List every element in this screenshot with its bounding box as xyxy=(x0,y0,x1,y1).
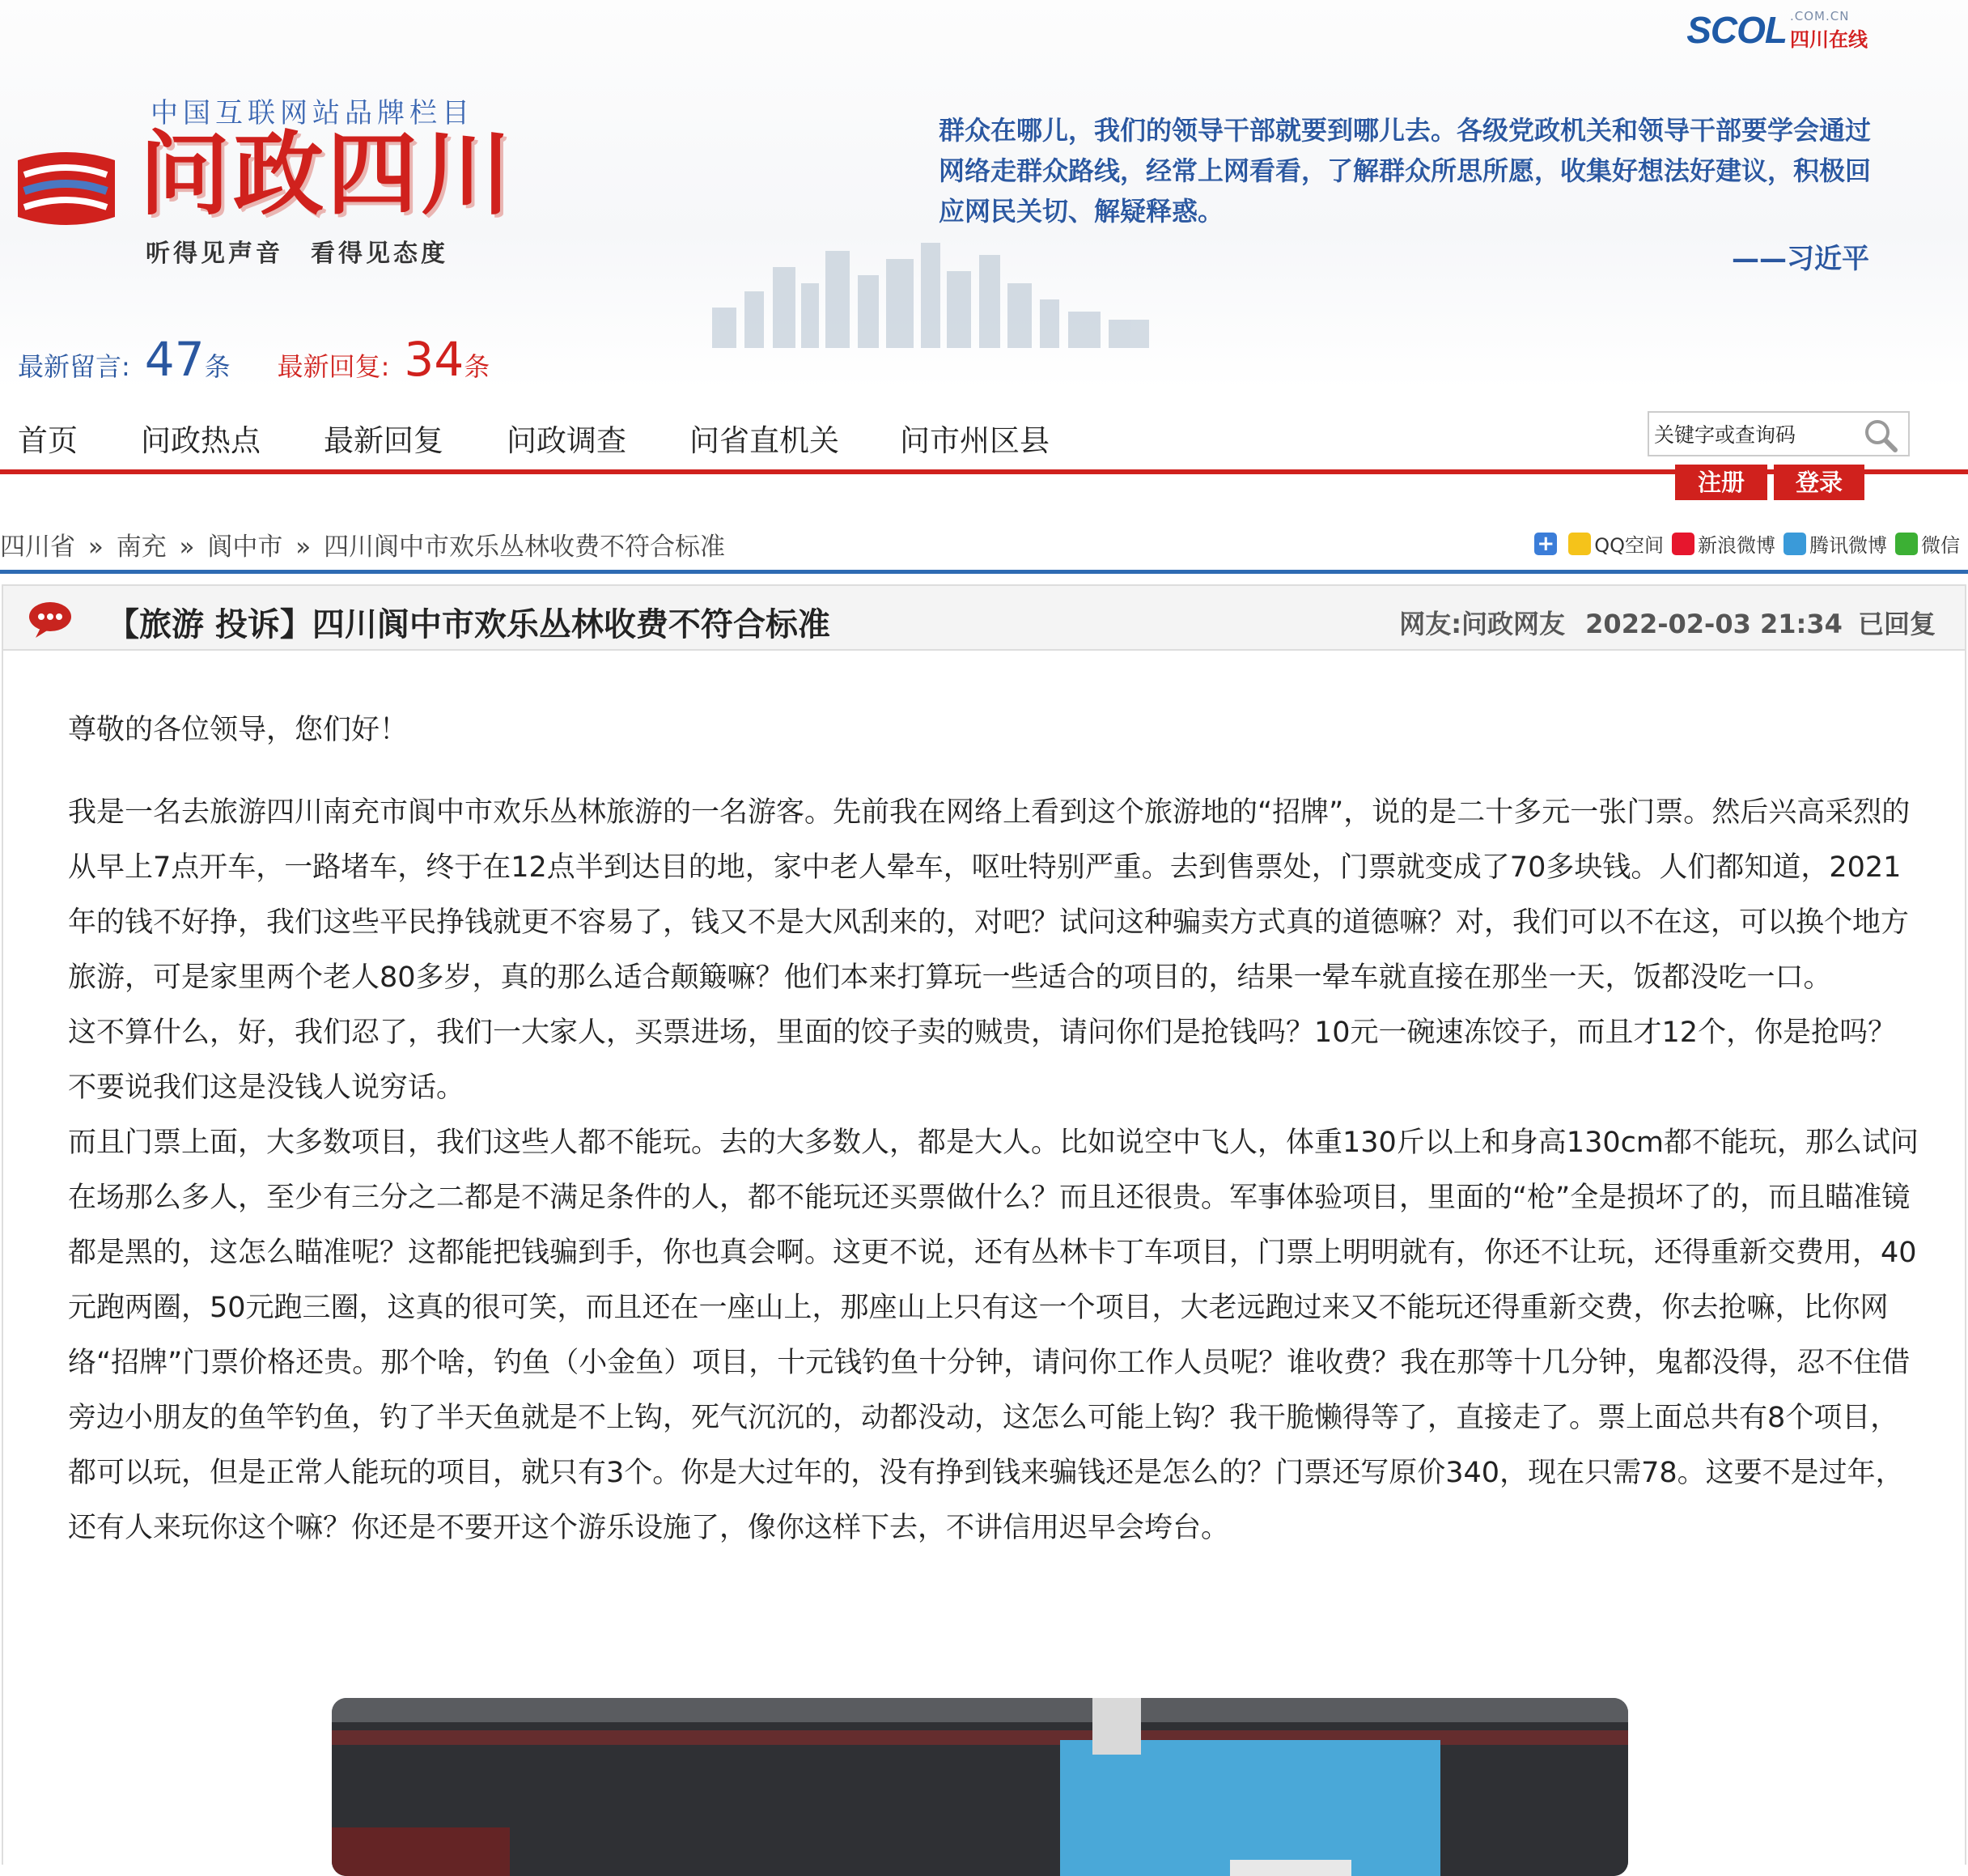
post-paragraph: 而且门票上面，大多数项目，我们这些人都不能玩。去的大多数人，都是大人。比如说空中飞人，体重130斤以上和身高130cm都不能玩，那么试问在场那么多人，至少有三分之二都是不满足条件的人，都不能玩还买票做什么？而且还很贵。军事体验项目，里面的“枪”全是损坏了的，而且瞄准镜都是黑的，这怎么瞄准呢？这都能把钱骗到手，你也真会啊。这更不说，还有丛林卡丁车项目，门票上明明就有，你还不让玩，还得重新交费用，40元跑两圈，50元跑三圈，这真的很可笑，而且还在一座山上，那座山上只有这一个项目，大老远跑过来又不能玩还得重新交费，你去抢嘛，比你网络“招牌”门票价格还贵。那个啥，钓鱼（小金鱼）项目，十元钱钓鱼十分钟，请问你工作人员呢？谁收费？我在那等十几分钟，鬼都没得，忍不住借旁边小朋友的鱼竿钓鱼，钓了半天鱼就是不上钩，死气沉沉的，动都没动，这怎么可能上钩？我干脆懒得等了，直接走了。票上面总共有8个项目，都可以玩，但是正常人能玩的项目，就只有3个。你是大过年的，没有挣到钱来骗钱还是怎么的？门票还写原价340，现在只需78。这要不是过年，还有人来玩你这个嘛？你还是不要开这个游乐设施了，像你这样下去，不讲信用迟早会垮台。 xyxy=(68,1127,1919,1544)
post-paragraph: 我是一名去旅游四川南充市阆中市欢乐丛林旅游的一名游客。先前我在网络上看到这个旅游地的“招牌”，说的是二十多元一张门票。然后兴高采烈的从早上7点开车，一路堵车，终于在12点半到达目的地，家中老人晕车，呕吐特别严重。去到售票处，门票就变成了70多块钱。人们都知道，2021年的钱不好挣，我们这些平民挣钱就更不容易了，钱又不是大风刮来的，对吧？试问这种骗卖方式真的道德嘛？对，我们可以不在这，可以换个地方旅游，可是家里两个老人80多岁，真的那么适合颠簸嘛？他们本来打算玩一些适合的项目的，结果一晕车就直接在那坐一天，饭都没吃一口。 xyxy=(68,796,1911,994)
breadcrumb-city[interactable]: 南充 xyxy=(116,533,167,562)
breadcrumb-county[interactable]: 阆中市 xyxy=(207,533,283,562)
sina-weibo-icon xyxy=(1672,533,1694,555)
new-replies-count[interactable]: 34 xyxy=(404,332,464,387)
brand-subtitle: 中国互联网站品牌栏目 xyxy=(151,97,474,129)
share-tencent-weibo-label: 腾讯微博 xyxy=(1809,534,1887,557)
brand-slogan: 听得见声音 看得见态度 xyxy=(146,240,448,268)
share-wechat-label: 微信 xyxy=(1921,534,1960,557)
search-input[interactable] xyxy=(1652,418,1858,452)
breadcrumb-separator: » xyxy=(295,533,312,562)
post-header xyxy=(2,584,1966,651)
post-paragraph: 这不算什么，好，我们忍了，我们一大家人，买票进场，里面的饺子卖的贼贵，请问你们是抢钱吗？10元一碗速冻饺子，而且才12个，你是抢吗？不要说我们这是没钱人说穷话。 xyxy=(68,1017,1897,1104)
share-sina-weibo-label: 新浪微博 xyxy=(1698,534,1775,557)
register-button[interactable]: 注册 xyxy=(1675,465,1767,500)
post-author[interactable]: 问政网友 xyxy=(1461,609,1566,639)
wechat-icon xyxy=(1895,533,1918,555)
scol-logo[interactable] xyxy=(1686,6,1868,52)
scol-logo-cn: 四川在线 xyxy=(1790,28,1868,51)
share-bar xyxy=(1534,529,1968,558)
scol-logo-domain: .COM.CN xyxy=(1790,9,1850,23)
share-qzone[interactable] xyxy=(1568,529,1664,558)
search-icon[interactable] xyxy=(1861,418,1900,453)
share-sina-weibo[interactable] xyxy=(1672,529,1775,558)
post-title: 【旅游 投诉】四川阆中市欢乐丛林收费不符合标准 xyxy=(107,606,830,643)
speech-bubble-icon xyxy=(26,601,74,638)
attached-photo-image xyxy=(332,1698,1628,1876)
qzone-icon xyxy=(1568,533,1591,555)
nav-provincial-agencies[interactable]: 问省直机关 xyxy=(689,423,839,458)
breadcrumb xyxy=(0,526,730,562)
paragraph-spacer xyxy=(68,758,1921,785)
share-qzone-label: QQ空间 xyxy=(1594,534,1664,557)
new-messages-count[interactable]: 47 xyxy=(144,332,205,387)
plus-icon: + xyxy=(1534,533,1557,555)
breadcrumb-province[interactable]: 四川省 xyxy=(0,533,75,562)
post-datetime: 2022-02-03 21:34 xyxy=(1585,609,1843,639)
post-body xyxy=(68,702,1921,1556)
share-wechat[interactable] xyxy=(1895,529,1960,558)
scol-logo-text: SCOL xyxy=(1686,9,1787,51)
new-replies-unit: 条 xyxy=(464,351,490,382)
new-messages-label: 最新留言: xyxy=(18,351,130,382)
post-greeting: 尊敬的各位领导，您们好！ xyxy=(68,714,409,746)
nav-home[interactable]: 首页 xyxy=(18,423,78,458)
breadcrumb-separator: » xyxy=(179,533,195,562)
post-status-badge: 已回复 xyxy=(1857,609,1936,639)
new-messages-unit: 条 xyxy=(204,351,231,382)
nav-surveys[interactable]: 问政调查 xyxy=(507,423,626,458)
wenzheng-logo-icon xyxy=(10,144,131,233)
breadcrumb-current: 四川阆中市欢乐丛林收费不符合标准 xyxy=(324,533,726,562)
stats-bar xyxy=(18,332,537,387)
nav-divider xyxy=(0,469,1968,474)
search-box xyxy=(1648,411,1910,456)
nav-hot-topics[interactable]: 问政热点 xyxy=(141,423,261,458)
nav-city-counties[interactable]: 问市州区县 xyxy=(900,423,1050,458)
new-replies-label: 最新回复: xyxy=(277,351,390,382)
share-tencent-weibo[interactable] xyxy=(1784,529,1887,558)
leader-quote: 群众在哪儿，我们的领导干部就要到哪儿去。各级党政机关和领导干部要学会通过网络走群众路线，经常上网看看，了解群众所思所愿，收集好想法好建议，积极回应网民关切、解疑释惑。 xyxy=(939,115,1872,227)
tencent-weibo-icon xyxy=(1784,533,1806,555)
city-skyline-icon xyxy=(664,235,1198,348)
nav-latest-replies[interactable]: 最新回复 xyxy=(324,423,443,458)
breadcrumb-separator: » xyxy=(87,533,104,562)
brand-title[interactable]: 问政四川 xyxy=(139,122,515,227)
post-author-label: 网友: xyxy=(1399,609,1461,639)
post-photo[interactable] xyxy=(332,1698,1628,1876)
post-meta xyxy=(1388,604,1936,641)
share-more[interactable] xyxy=(1534,533,1560,555)
login-button[interactable]: 登录 xyxy=(1774,465,1864,500)
quote-author: ——习近平 xyxy=(1732,243,1869,275)
site-header xyxy=(0,0,1968,388)
section-divider xyxy=(0,570,1968,574)
